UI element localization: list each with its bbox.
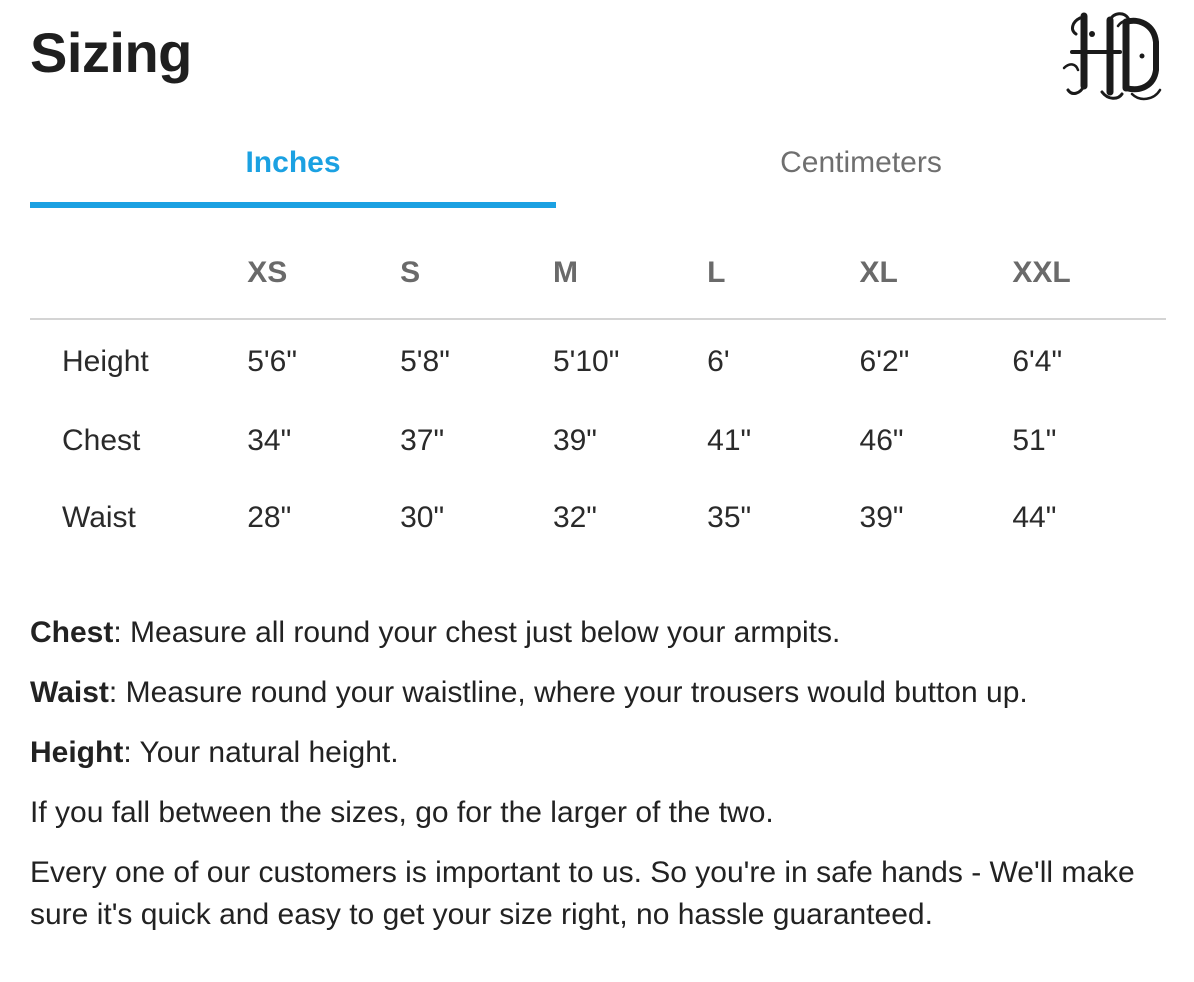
table-cell: 41": [707, 423, 752, 457]
column-header-l: L: [707, 228, 859, 319]
table-row-waist: [30, 479, 1166, 556]
page-title: Sizing: [30, 21, 192, 84]
sizing-notes: [30, 612, 1170, 954]
monogram-logo-icon: [1062, 8, 1166, 104]
note-text: : Measure all round your chest just below your armpits.: [113, 616, 841, 649]
table-header-row: [30, 228, 1166, 319]
tab-inches-label: Inches: [245, 146, 341, 179]
table-cell: 34": [247, 423, 292, 457]
table-row-chest: [30, 402, 1166, 479]
table-cell: 51": [1012, 423, 1057, 457]
table-cell: 5'8": [400, 345, 450, 378]
table-cell: 39": [552, 423, 597, 457]
note-between-sizes: If you fall between the sizes, go for the larger of the two.: [30, 796, 774, 829]
note-reassurance: Every one of our customers is important to us. So you're in safe hands - We'll make sure it's quick and easy to get your size right, no hassle guaranteed.: [30, 856, 1135, 931]
row-label: Height: [62, 345, 149, 378]
tab-centimeters[interactable]: [556, 130, 1166, 208]
table-cell: 6'4": [1012, 345, 1063, 378]
table-cell: 37": [400, 423, 445, 457]
table-row-height: [30, 319, 1166, 402]
table-cell: 6': [707, 345, 730, 378]
table-corner-cell: [30, 228, 247, 319]
column-header-xl: XL: [860, 228, 1013, 319]
unit-tabs: [30, 130, 1166, 210]
column-header-s: S: [400, 228, 553, 319]
note-chest: [30, 612, 1170, 654]
note-text: : Measure round your waistline, where your trousers would button up.: [108, 676, 1028, 709]
tab-centimeters-label: Centimeters: [780, 146, 942, 179]
note-term: Height: [30, 736, 124, 769]
table-cell: 6'2": [859, 345, 910, 378]
table-cell: 30": [400, 500, 445, 534]
note-height: [30, 732, 1170, 774]
table-cell: 5'10": [552, 345, 620, 378]
row-label: Waist: [62, 500, 136, 534]
table-cell: 28": [247, 500, 292, 534]
table-cell: 44": [1012, 500, 1057, 534]
column-header-m: M: [553, 228, 707, 319]
note-term: Chest: [30, 616, 114, 649]
table-cell: 35": [707, 500, 752, 534]
column-header-xs: XS: [247, 228, 400, 319]
tab-inches[interactable]: [30, 130, 556, 208]
note-text: : Your natural height.: [123, 736, 399, 769]
row-label: Chest: [62, 423, 141, 457]
table-cell: 46": [859, 423, 904, 457]
table-cell: 39": [859, 500, 904, 534]
size-chart-table: [30, 228, 1166, 556]
column-header-xxl: XXL: [1012, 228, 1166, 319]
table-cell: 32": [552, 500, 597, 534]
table-cell: 5'6": [247, 345, 297, 378]
note-waist: [30, 672, 1170, 714]
note-term: Waist: [30, 676, 109, 709]
